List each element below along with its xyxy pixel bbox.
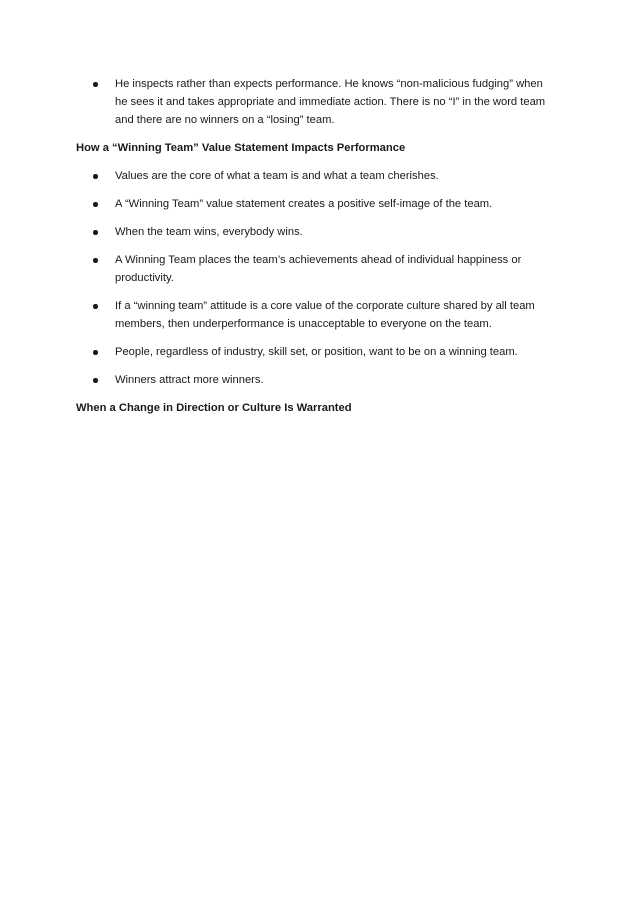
bullet-text: A “Winning Team” value statement creates a positive self-image of the team. xyxy=(115,198,493,210)
list-item xyxy=(76,75,556,129)
bullet-text: When the team wins, everybody wins. xyxy=(115,226,303,238)
list-item xyxy=(76,223,556,241)
document-body xyxy=(76,75,556,427)
bullet-text: A Winning Team places the team’s achievements ahead of individual happiness or productivity. xyxy=(115,254,522,284)
section-heading: When a Change in Direction or Culture Is Warranted xyxy=(76,402,352,414)
bullet-icon xyxy=(93,258,98,263)
bullet-icon xyxy=(93,350,98,355)
bullet-icon xyxy=(93,304,98,309)
bullet-icon xyxy=(93,202,98,207)
bullet-icon xyxy=(93,230,98,235)
list-item xyxy=(76,297,556,333)
list-item xyxy=(76,251,556,287)
list-item xyxy=(76,371,556,389)
bullet-icon xyxy=(93,378,98,383)
bullet-text: Winners attract more winners. xyxy=(115,374,264,386)
bullet-text: Values are the core of what a team is and what a team cherishes. xyxy=(115,170,439,182)
list-item xyxy=(76,195,556,213)
section-bullet-list xyxy=(76,167,556,389)
bullet-icon xyxy=(93,82,98,87)
bullet-text: He inspects rather than expects performance. He knows “non-malicious fudging” when he sees it and takes appropriate and immediate action. There is no “I” in the word team and there are no winners on a “losing” team. xyxy=(115,78,546,126)
list-item xyxy=(76,167,556,185)
section-heading: How a “Winning Team” Value Statement Impacts Performance xyxy=(76,142,406,154)
bullet-icon xyxy=(93,174,98,179)
bullet-text: People, regardless of industry, skill set, or position, want to be on a winning team. xyxy=(115,346,518,358)
list-item xyxy=(76,343,556,361)
intro-bullet-list xyxy=(76,75,556,129)
bullet-text: If a “winning team” attitude is a core value of the corporate culture shared by all team members, then underperformance is unacceptable to everyone on the team. xyxy=(115,300,535,330)
